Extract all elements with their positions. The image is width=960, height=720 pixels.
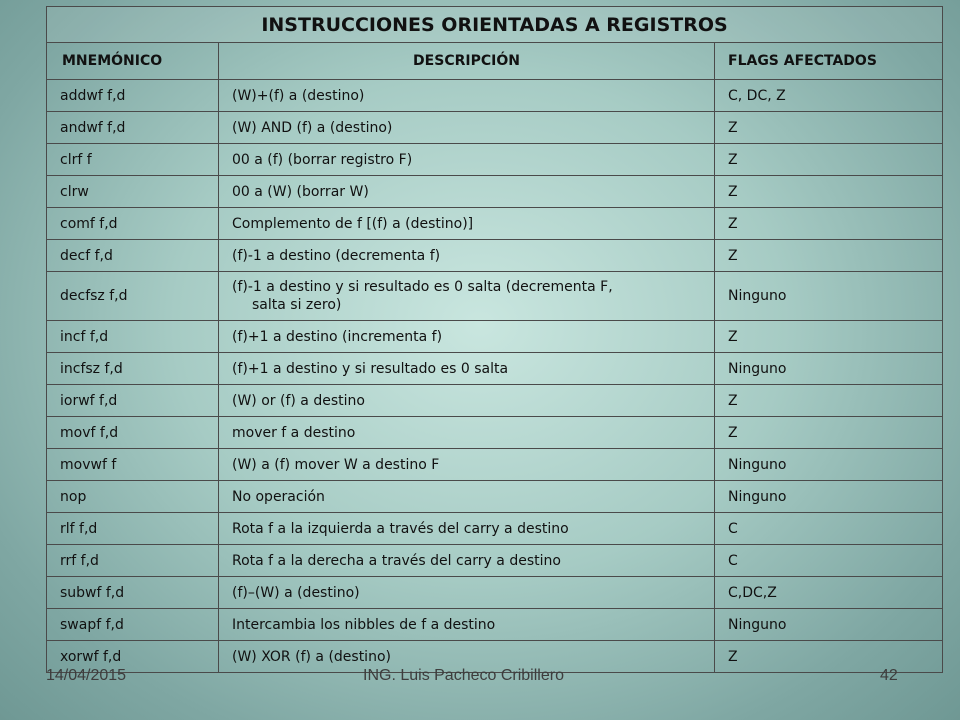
table-row bbox=[47, 385, 943, 417]
flags-cell: Z bbox=[715, 112, 943, 144]
description-cell: Rota f a la izquierda a través del carry a destino bbox=[219, 513, 715, 545]
mnemonic-cell: movwf f bbox=[47, 449, 219, 481]
flags-cell: Ninguno bbox=[715, 449, 943, 481]
description-cell: Rota f a la derecha a través del carry a destino bbox=[219, 545, 715, 577]
description-cell: Complemento de f [(f) a (destino)] bbox=[219, 208, 715, 240]
mnemonic-cell: comf f,d bbox=[47, 208, 219, 240]
footer-author: ING. Luis Pacheco Cribillero bbox=[363, 667, 564, 684]
flags-cell: Z bbox=[715, 321, 943, 353]
description-cell: (f)+1 a destino (incrementa f) bbox=[219, 321, 715, 353]
table-row bbox=[47, 144, 943, 176]
flags-cell: Z bbox=[715, 385, 943, 417]
description-cell: (f)-1 a destino (decrementa f) bbox=[219, 240, 715, 272]
flags-cell: Z bbox=[715, 208, 943, 240]
header-mnemonic: MNEMÓNICO bbox=[47, 43, 219, 80]
table-row bbox=[47, 417, 943, 449]
description-cell: Intercambia los nibbles de f a destino bbox=[219, 609, 715, 641]
description-line-1: (f)-1 a destino y si resultado es 0 salta (decrementa F, bbox=[232, 279, 613, 295]
mnemonic-cell: iorwf f,d bbox=[47, 385, 219, 417]
table-row bbox=[47, 112, 943, 144]
mnemonic-cell: incf f,d bbox=[47, 321, 219, 353]
table-row bbox=[47, 353, 943, 385]
flags-cell: Ninguno bbox=[715, 353, 943, 385]
mnemonic-cell: clrf f bbox=[47, 144, 219, 176]
description-line-2: salta si zero) bbox=[252, 297, 342, 313]
flags-cell: Ninguno bbox=[715, 272, 943, 321]
footer-page-number: 42 bbox=[880, 667, 898, 684]
description-cell: (W) AND (f) a (destino) bbox=[219, 112, 715, 144]
description-cell: (W) a (f) mover W a destino F bbox=[219, 449, 715, 481]
table-row bbox=[47, 545, 943, 577]
flags-cell: Z bbox=[715, 417, 943, 449]
description-cell: No operación bbox=[219, 481, 715, 513]
table-row bbox=[47, 609, 943, 641]
table-row bbox=[47, 577, 943, 609]
description-cell bbox=[219, 272, 715, 321]
description-cell: 00 a (W) (borrar W) bbox=[219, 176, 715, 208]
mnemonic-cell: decf f,d bbox=[47, 240, 219, 272]
description-cell: (f)–(W) a (destino) bbox=[219, 577, 715, 609]
table-row bbox=[47, 208, 943, 240]
description-cell: (W) XOR (f) a (destino) bbox=[219, 641, 715, 673]
mnemonic-cell: swapf f,d bbox=[47, 609, 219, 641]
flags-cell: Z bbox=[715, 144, 943, 176]
mnemonic-cell: incfsz f,d bbox=[47, 353, 219, 385]
table-title: INSTRUCCIONES ORIENTADAS A REGISTROS bbox=[47, 7, 943, 43]
mnemonic-cell: decfsz f,d bbox=[47, 272, 219, 321]
description-cell: (W) or (f) a destino bbox=[219, 385, 715, 417]
flags-cell: C, DC, Z bbox=[715, 80, 943, 112]
header-description: DESCRIPCIÓN bbox=[219, 43, 715, 80]
table-row bbox=[47, 321, 943, 353]
mnemonic-cell: addwf f,d bbox=[47, 80, 219, 112]
mnemonic-cell: xorwf f,d bbox=[47, 641, 219, 673]
flags-cell: C bbox=[715, 513, 943, 545]
flags-cell: C,DC,Z bbox=[715, 577, 943, 609]
mnemonic-cell: rlf f,d bbox=[47, 513, 219, 545]
mnemonic-cell: nop bbox=[47, 481, 219, 513]
description-cell: (W)+(f) a (destino) bbox=[219, 80, 715, 112]
flags-cell: Z bbox=[715, 641, 943, 673]
flags-cell: Z bbox=[715, 176, 943, 208]
table-row bbox=[47, 176, 943, 208]
footer-date: 14/04/2015 bbox=[46, 667, 127, 684]
flags-cell: Ninguno bbox=[715, 609, 943, 641]
mnemonic-cell: andwf f,d bbox=[47, 112, 219, 144]
mnemonic-cell: subwf f,d bbox=[47, 577, 219, 609]
mnemonic-cell: rrf f,d bbox=[47, 545, 219, 577]
mnemonic-cell: movf f,d bbox=[47, 417, 219, 449]
description-cell: 00 a (f) (borrar registro F) bbox=[219, 144, 715, 176]
table-row bbox=[47, 240, 943, 272]
description-cell: mover f a destino bbox=[219, 417, 715, 449]
table-row bbox=[47, 513, 943, 545]
table-row bbox=[47, 80, 943, 112]
header-flags: FLAGS AFECTADOS bbox=[715, 43, 943, 80]
mnemonic-cell: clrw bbox=[47, 176, 219, 208]
table-row bbox=[47, 449, 943, 481]
flags-cell: C bbox=[715, 545, 943, 577]
instructions-table bbox=[46, 6, 943, 673]
description-cell: (f)+1 a destino y si resultado es 0 salta bbox=[219, 353, 715, 385]
table-row bbox=[47, 481, 943, 513]
flags-cell: Ninguno bbox=[715, 481, 943, 513]
table-row bbox=[47, 272, 943, 321]
flags-cell: Z bbox=[715, 240, 943, 272]
